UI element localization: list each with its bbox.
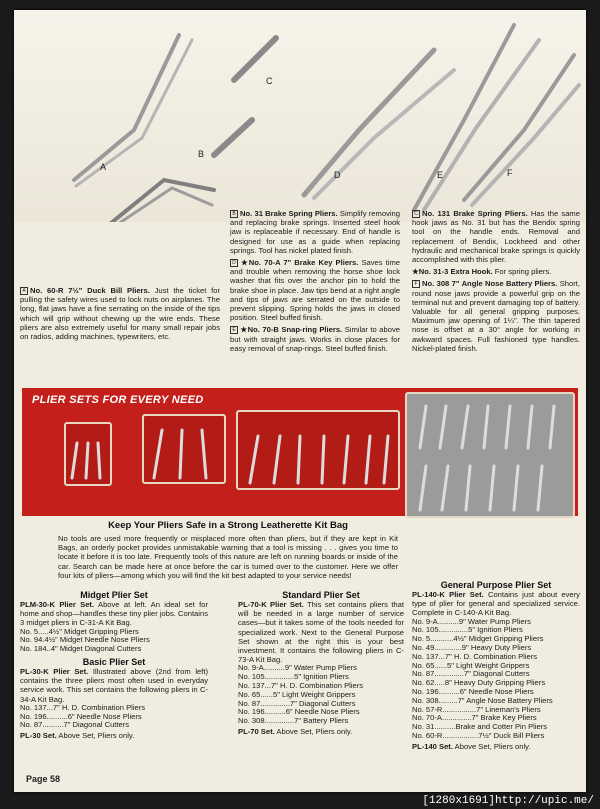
- photo-label-f: F: [507, 168, 513, 178]
- list-item: No. 94.4½" Midget Needle Nose Pliers: [20, 635, 150, 645]
- photo-label-b: B: [198, 149, 205, 159]
- catalog-page: [14, 10, 586, 792]
- list-item: No. 196..........6" Needle Nose Pliers: [20, 711, 142, 721]
- standard-heading: Standard Plier Set: [282, 590, 360, 600]
- item-b-title: No. 31 Brake Spring Pliers.: [240, 209, 338, 218]
- standard-list: [238, 664, 404, 726]
- pliers-photo: [14, 10, 586, 222]
- item-e-title: ★No. 70-B Snap-ring Pliers.: [240, 325, 343, 335]
- standard-column: [238, 590, 404, 737]
- item-a-description: [20, 286, 220, 344]
- list-item: No. 60-R.................7½" Duck Bill Pliers: [412, 730, 545, 740]
- general-intro-title: PL-140-K Plier Set.: [412, 590, 484, 599]
- list-item: No. 105..............5" Ignition Pliers: [238, 672, 349, 682]
- list-item: No. 62.....8" Heavy Duty Gripping Pliers: [412, 678, 546, 688]
- general-list: [412, 618, 580, 741]
- list-item: No. 137...7" H. D. Combination Pliers: [20, 702, 146, 712]
- list-item: No. 87..........7" Diagonal Cutters: [20, 720, 130, 730]
- list-item: No. 9-A..........9" Water Pump Pliers: [412, 616, 531, 626]
- midget-basic-column: [20, 590, 208, 741]
- item-extra-text: For spring pliers.: [494, 267, 552, 277]
- item-letter-e: E: [230, 326, 238, 334]
- item-letter-f: F: [412, 280, 420, 288]
- list-item: No. 137...7" H. D. Combination Pliers: [238, 681, 364, 691]
- photo-label-a: A: [100, 162, 107, 172]
- basic-list: [20, 704, 208, 730]
- standard-intro: [238, 600, 404, 664]
- item-c-text: Has the same hook jaws as No. 31 but has the Bendix spring tool on the handle ends. Removal and replacement of Bendix, Lockheed and other hydraulic and mechanical brake springs is quickly accomplished with this plier.: [412, 209, 580, 265]
- list-item: No. 9-A..........9" Water Pump Pliers: [238, 663, 357, 673]
- list-item: No. 57-R................7" Lineman's Pliers: [412, 704, 541, 714]
- list-item: No. 65......5" Light Weight Grippers: [412, 660, 530, 670]
- list-item: No. 87..............7" Diagonal Cutters: [238, 698, 356, 708]
- kit-bag-heading: Keep Your Pliers Safe in a Strong Leatherette Kit Bag: [108, 520, 348, 531]
- list-item: No. 49.............9" Heavy Duty Pliers: [412, 643, 532, 652]
- plier-sets-banner: [22, 388, 578, 516]
- item-c-title: No. 131 Brake Spring Pliers.: [422, 209, 528, 218]
- list-item: No. 31..........Brake and Cotter Pin Pliers: [412, 722, 548, 732]
- list-item: No. 308.........7" Angle Nose Battery Pliers: [412, 695, 553, 705]
- banner-title: PLIER SETS FOR EVERY NEED: [32, 394, 204, 406]
- photo-label-e: E: [437, 170, 444, 180]
- basic-heading: Basic Plier Set: [82, 657, 146, 667]
- item-letter-c: C: [412, 210, 420, 218]
- standard-footer-text: Above Set, Pliers only.: [276, 727, 353, 736]
- list-item: No. 65......5" Light Weight Grippers: [238, 689, 356, 699]
- general-heading: General Purpose Plier Set: [440, 580, 552, 590]
- general-intro: [412, 590, 580, 618]
- standard-footer: [238, 728, 404, 737]
- midget-list: [20, 628, 208, 654]
- midget-intro-title: PLM-30-K Plier Set.: [20, 600, 95, 609]
- list-item: No. 196..........6" Needle Nose Pliers: [238, 707, 360, 717]
- item-e-text: Similar to above but with straight jaws. Works in close places for easy removal of snap-rings. Steel buffed finish.: [230, 325, 400, 353]
- basic-footer-text: Above Set, Pliers only.: [58, 731, 135, 741]
- general-column: [412, 580, 580, 752]
- item-a-title: No. 60-R 7½" Duck Bill Pliers.: [30, 286, 150, 295]
- item-d-title: ★No. 70-A 7" Brake Key Pliers.: [240, 258, 359, 268]
- basic-footer: [20, 732, 208, 741]
- midget-intro: [20, 600, 208, 628]
- kit-bag-section: [58, 520, 398, 580]
- kit-pliers-illustration: [22, 388, 578, 516]
- midget-intro-text: Above at left. An ideal set for home and shop—handles these tiny plier jobs. Contains 3 midget pliers in C-31-A Kit Bag.: [20, 600, 208, 628]
- list-item: No. 87..............7" Diagonal Cutters: [412, 669, 530, 679]
- general-intro-text: Contains just about every type of plier for general and specialized service. Complete in C-140-A Kit Bag.: [412, 590, 580, 618]
- item-f-title: No. 308 7" Angle Nose Battery Pliers.: [422, 279, 558, 289]
- basic-footer-title: PL-30 Set.: [20, 731, 57, 741]
- item-extra-title: ★No. 31-3 Extra Hook.: [412, 267, 493, 277]
- list-item: No. 5...........4½" Midget Gripping Pliers: [412, 634, 544, 644]
- list-item: No. 196..........6" Needle Nose Pliers: [412, 686, 534, 696]
- standard-intro-title: PL-70-K Plier Set.: [238, 600, 304, 609]
- general-footer-title: PL-140 Set.: [412, 741, 453, 751]
- basic-intro: [20, 667, 208, 704]
- list-item: No. 137...7" H. D. Combination Pliers: [412, 651, 538, 661]
- basic-intro-text: Illustrated above (2nd from left) contains the three pliers most often used in everyday service work. This set contains the following pliers in C-34-A Kit Bag.: [20, 667, 208, 704]
- item-d-text: Saves time and trouble when removing the horse shoe lock washer that fits over the anchor pin to hold the brake shoe in place. Jaw tips bend at a right angle and tips of jaws are serrated on the outside to prevent slipping. Spring holds the jaws in closed position. Steel buffed finish.: [230, 258, 401, 323]
- standard-footer-title: PL-70 Set.: [238, 727, 275, 736]
- midget-heading: Midget Plier Set: [80, 590, 148, 600]
- list-item: No. 5.....4½" Midget Gripping Pliers: [20, 626, 139, 636]
- photo-label-c: C: [266, 76, 273, 86]
- item-letter-b: B: [230, 210, 238, 218]
- general-footer-text: Above Set, Pliers only.: [454, 741, 531, 751]
- kit-bag-text: No tools are used more frequently or misplaced more often than pliers, but if they are kept in Kit Bags, an orderly pocket provides unmistakable warning that a tool is missing . . . gives you time to locate it before it is too late. Frequently tools of this nature are left on running boards or inside of the car. Search can be made here at once before the car is turned over to the customer. Here we offer four kits of pliers—among which you will find the kit best adapted to your service needs!: [58, 534, 398, 580]
- item-letter-a: A: [20, 287, 28, 295]
- items-bde-column: [230, 209, 400, 356]
- watermark: [1280x1691]http://upic.me/: [422, 795, 594, 807]
- photo-label-d: D: [334, 170, 341, 180]
- basic-intro-title: PL-30-K Plier Set.: [20, 667, 89, 676]
- list-item: No. 105..............5" Ignition Pliers: [412, 625, 523, 635]
- item-letter-d: D: [230, 259, 238, 267]
- standard-intro-text: This set contains pliers that will be needed in a large number of service cases—but it takes some of the tools needed for specialized work. Next to the General Purpose Set shown at the right this is your best investment. It contains the following pliers in C-73-A Kit Bag.: [238, 600, 404, 665]
- page-number: Page 58: [26, 774, 61, 784]
- list-item: No. 184..4" Midget Diagonal Cutters: [20, 644, 142, 654]
- items-cf-column: [412, 209, 580, 356]
- general-footer: [412, 743, 580, 752]
- item-f-text: Short, round nose jaws provide a powerful grip on the terminal nut and prevent damaging top of battery. Valuable for all general gripping purposes. Maximum jaw opening of 1¼". The thin tapered nose is offset at a 30° angle for working in awkward spaces. Full fashioned type handles. Nickel-plated finish.: [412, 279, 580, 353]
- list-item: No. 70-A..............7" Brake Key Pliers: [412, 713, 537, 723]
- item-a-text: Just the ticket for pulling the safety wires used to lock nuts on airplanes. The long, flat jaws have a fine serrating on the inside of the tips which will grip without chewing up the wire ends. These pliers are also extremely useful for many small repair jobs on radios, adding machines, typewriters, etc.: [20, 286, 220, 342]
- item-b-text: Simplify removing and replacing brake springs. Inserted steel hook jaw is replaceable if necessary. End of handle is designed for use as a guide when replacing springs. Tool has nickel plated finish.: [230, 209, 400, 255]
- list-item: No. 308..............7" Battery Pliers: [238, 716, 349, 726]
